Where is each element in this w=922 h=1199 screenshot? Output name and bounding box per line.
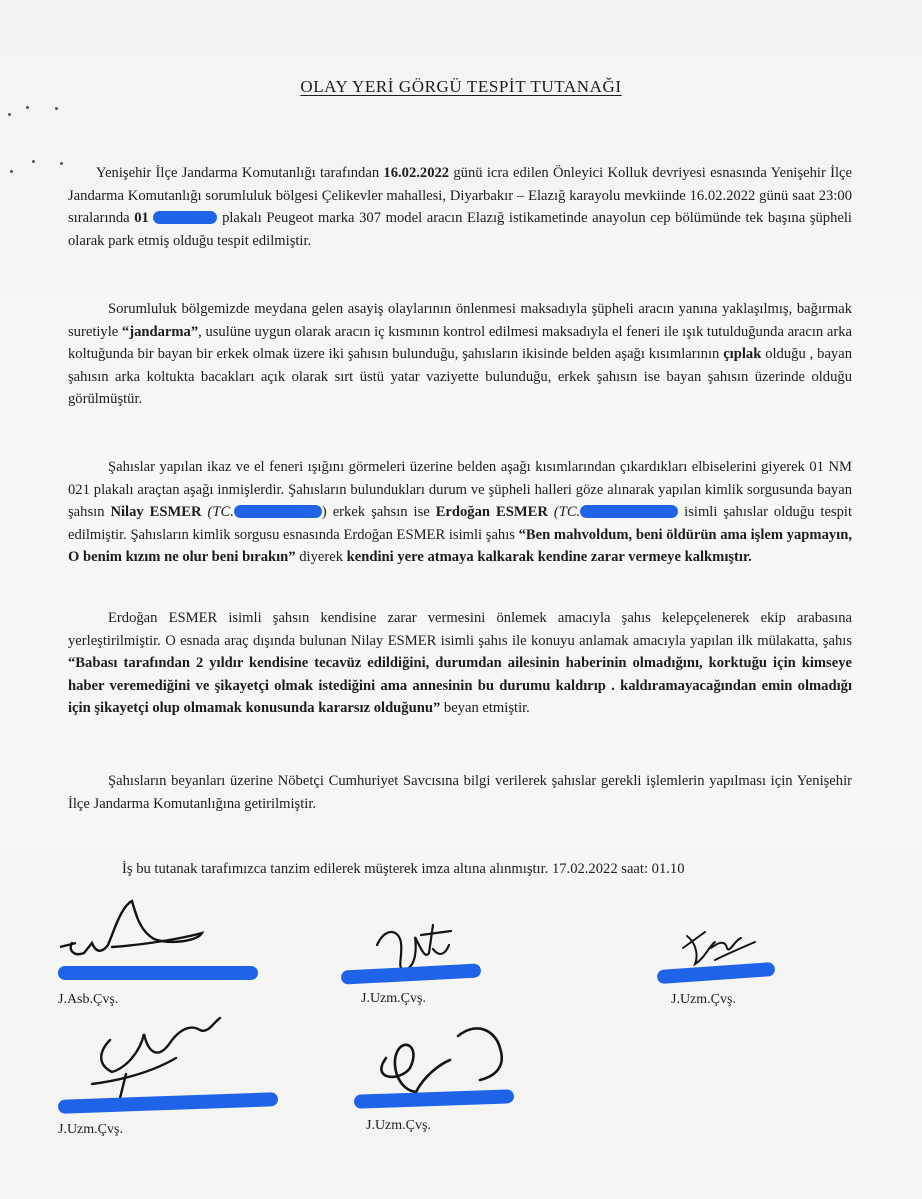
signature-rank: J.Uzm.Çvş. <box>671 992 736 1007</box>
p3-text-a: Şahıslar yapılan ikaz ve el feneri ışığını görmeleri üzerine belden aşağı kısımlarından çıkardıkları elbiselerini giyerek 01 NM 021 plakalı araçtan aşağı inmişlerdir. Şahısların bulundukları durum ve şüpheli halleri göze alınarak yapılan kimlik sorgusunda bayan şahsın <box>68 459 852 521</box>
p3-name-erdogan: Erdoğan ESMER <box>435 504 548 521</box>
p4-text-b: beyan etmiştir. <box>440 700 530 717</box>
signature-block-5 <box>360 1020 560 1145</box>
p3-tail: kendini yere atmaya kalkarak kendine zarar vermeye kalkmıştır. <box>346 549 752 566</box>
signature-block-4 <box>52 1000 292 1145</box>
signature-rank: J.Uzm.Çvş. <box>361 991 426 1006</box>
paragraph-3 <box>68 456 852 569</box>
p2-text-c: olduğu , bayan şahısın arka koltukta bacakları açık olarak sırt üstü yatar vaziyette bulunduğu, erkek şahısın ise bayan şahısın üzerinde olduğu görülmüştür. <box>68 346 853 408</box>
paragraph-2 <box>68 298 852 411</box>
p4-text-a: Erdoğan ESMER isimli şahsın kendisine zarar vermesini önlemek amacıyla şahıs kelepçelenerek ekip arabasına yerleştirilmiştir. O esnada araç dışında bulunan Nilay ESMER isimli şahıs ile konuyu anlamak amacıyla yapılan ilk mülakatta, şahıs <box>68 610 852 649</box>
plate-redaction <box>153 211 217 224</box>
paper-speck <box>10 170 13 173</box>
p2-emphasis: çıplak <box>723 346 762 363</box>
p3-text-b: ) erkek şahsın ise <box>321 504 436 521</box>
p2-shout: “jandarma” <box>121 323 199 340</box>
paper-speck <box>60 162 63 165</box>
p2-text-b: , usulüne uygun olarak aracın iç kısmının kontrol edilmesi maksadıyla el feneri ile ışık tutulduğunda aracın arka koltuğunda bir bayan bir erkek olmak üzere iki şahısın bulunduğu, şahısların ikisinde belden aşağı kısımlarının <box>68 323 852 363</box>
p3-text-c: isimli şahıslar olduğu tespit edilmiştir. Şahısların kimlik sorgusu esnasında Erdoğan ESMER isimli şahıs <box>68 504 853 543</box>
paragraph-5 <box>68 770 852 815</box>
p3-quote: “Ben mahvoldum, beni öldürün ama işlem yapmayın, O benim kızım ne olur beni bırakın” <box>68 526 852 566</box>
document-title: OLAY YERİ GÖRGÜ TESPİT TUTANAĞI <box>300 77 622 96</box>
paper-speck <box>32 160 35 163</box>
name-redaction <box>58 966 258 980</box>
p2-text-a: Sorumluluk bölgemizde meydana gelen asayiş olaylarının önlenmesi maksadıyla şüpheli aracın yanına yaklaşılmış, bağırmak suretiyle <box>68 301 852 340</box>
p1-text-c: plakalı Peugeot marka 307 model aracın Elazığ istikametinde anayolun cep bölümünde tek başına şüpheli olarak park etmiş olduğu tespit edilmiştir. <box>68 210 852 249</box>
signature-block-2 <box>355 915 555 1020</box>
signature-rank: J.Uzm.Çvş. <box>58 1122 123 1137</box>
paragraph-1 <box>68 162 852 252</box>
paragraph-4 <box>68 607 852 720</box>
p1-plate: 01 <box>134 210 149 227</box>
paper-speck <box>8 113 11 116</box>
tc-redaction-1 <box>234 505 322 518</box>
closing-statement: İş bu tutanak tarafımızca tanzim edilerek müşterek imza altına alınmıştır. 17.02.2022 saat: 01.10 <box>122 861 685 877</box>
p5-text: Şahısların beyanları üzerine Nöbetçi Cumhuriyet Savcısına bilgi verilerek şahıslar gerekli işlemlerin yapılması için Yenişehir İlçe Jandarma Komutanlığına getirilmiştir. <box>68 773 852 812</box>
paper-speck <box>26 106 29 109</box>
p3-tc-1: (TC. <box>207 504 234 521</box>
p3-name-nilay: Nilay ESMER <box>110 504 202 521</box>
p1-date: 16.02.2022 <box>383 165 450 181</box>
p1-text-a: Yenişehir İlçe Jandarma Komutanlığı tarafından <box>96 165 384 181</box>
p3-tc-2: (TC. <box>553 504 581 521</box>
signature-rank: J.Asb.Çvş. <box>58 992 119 1007</box>
signature-rank: J.Uzm.Çvş. <box>366 1118 431 1133</box>
signature-block-3 <box>665 918 825 1018</box>
p3-text-d: diyerek <box>295 549 347 566</box>
paper-speck <box>55 107 58 110</box>
p4-quote: “Babası tarafından 2 yıldır kendisine tecavüz edildiğini, durumdan ailesinin haberinin olmadığını, korktuğu için kimseye haber veremediğini ve şikayetçi olmak istediğini ama annesinin bu durumu kaldırıp . kaldıramayacağından emin olmadığı için şikayetçi olup olmamak konusunda kararsız olduğunu” <box>68 655 852 717</box>
tc-redaction-2 <box>580 505 678 518</box>
p1-text-b: günü icra edilen Önleyici Kolluk devriyesi esnasında Yenişehir İlçe Jandarma Komutanlığı sorumluluk bölgesi Çelikevler mahallesi, Diyarbakır – Elazığ karayolu mevkiinde 16.02.2022 günü saat 23:00 sıralarında <box>68 165 852 227</box>
